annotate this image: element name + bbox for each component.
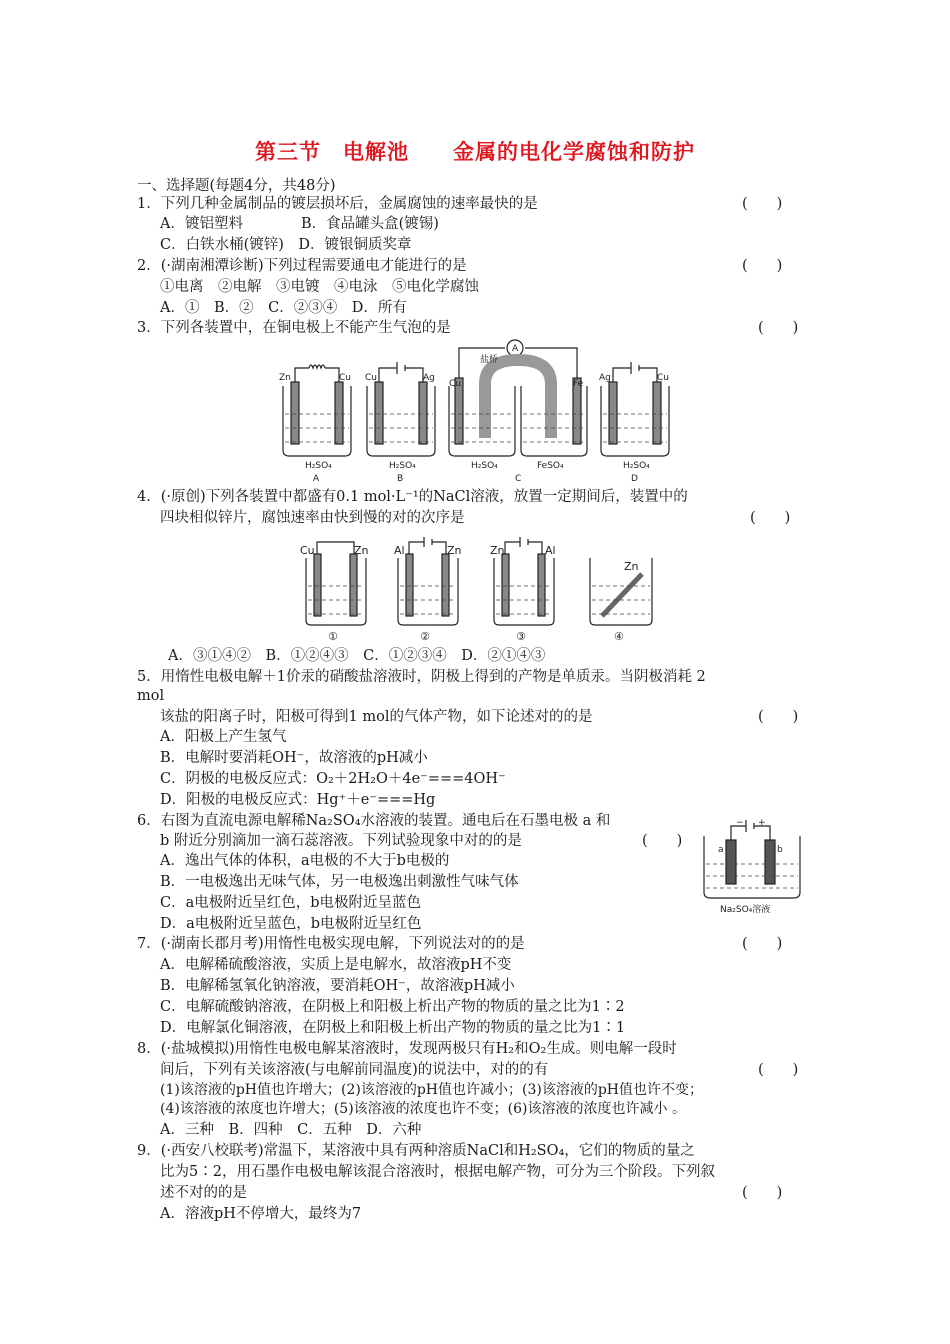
q3-d-right-label: Cu (657, 373, 669, 383)
q2-answer-bracket: ( ) (742, 258, 783, 274)
q5-answer-bracket: ( ) (758, 709, 799, 725)
q8-options: A．三种 B．四种 C．五种 D．六种 (160, 1122, 422, 1138)
q5-option-d: D．阳极的电极反应式：Hg⁺＋e⁻===Hg (160, 792, 436, 808)
q9-option-a: A．溶液pH不停增大，最终为7 (160, 1206, 362, 1222)
q4-answer-bracket: ( ) (750, 510, 791, 526)
q8-answer-bracket: ( ) (758, 1062, 799, 1078)
q5-option-c: C．阴极的电极反应式：O₂＋2H₂O＋4e⁻===4OH⁻ (160, 771, 506, 787)
q3-b-letter: B (397, 474, 404, 484)
section-heading: 一、选择题(每题4分，共48分) (137, 178, 336, 194)
q3-b-right-label: Ag (423, 373, 435, 383)
q7-option-b: B．电解稀氢氧化钠溶液，要消耗OH⁻，故溶液pH减小 (160, 978, 515, 994)
q4-c3-right-label: Al (545, 544, 556, 557)
q9-stem-2: 比为5∶2，用石墨作电极电解该混合溶液时，根据电解产物，可分为三个阶段。下列叙 (160, 1164, 715, 1180)
q4-c2-number: ② (420, 630, 430, 643)
q4-c2-right-label: Zn (447, 544, 462, 557)
q3-b-left-label: Cu (365, 373, 377, 383)
q6-solution-label: Na₂SO₄溶液 (720, 905, 771, 915)
q3-c-right-label: Fe (573, 379, 584, 389)
q3-c-solution-right: FeSO₄ (537, 461, 564, 471)
q6-figure (700, 814, 805, 918)
q6-electrode-a-label: a (718, 845, 724, 855)
page-title: 第三节 电解池 金属的电化学腐蚀和防护 (255, 140, 695, 164)
q6-option-c: C．a电极附近呈红色，b电极附近呈蓝色 (160, 895, 422, 911)
q2-options: A．① B．② C．②③④ D．所有 (160, 300, 407, 316)
q6-option-a: A．逸出气体的体积，a电极的不大于b电极的 (160, 853, 450, 869)
q3-a-solution: H₂SO₄ (305, 461, 332, 471)
q3-figure (275, 338, 675, 488)
q9-answer-bracket: ( ) (742, 1185, 783, 1201)
q8-stem-2: 间后，下列有关该溶液(与电解前同温度)的说法中，对的的有 (160, 1062, 549, 1078)
q8-statements-2: (4)该溶液的浓度也许增大；(5)该溶液的浓度也许不变；(6)该溶液的浓度也许减小 。 (160, 1101, 686, 1117)
q3-c-solution-left: H₂SO₄ (471, 461, 498, 471)
q3-stem: 3．下列各装置中，在铜电极上不能产生气泡的是 (137, 320, 451, 336)
q4-c1-left-label: Cu (300, 544, 315, 557)
q3-d-solution: H₂SO₄ (623, 461, 650, 471)
q5-option-b: B．电解时要消耗OH⁻，故溶液的pH减小 (160, 750, 428, 766)
q6-stem-2: b 附近分别滴加一滴石蕊溶液。下列试验现象中对的的是 (160, 833, 522, 849)
q6-plus-sign: + (758, 818, 766, 828)
q3-a-left-label: Zn (279, 373, 291, 383)
q4-c1-number: ① (328, 630, 338, 643)
q6-option-d: D．a电极附近呈蓝色，b电极附近呈红色 (160, 916, 422, 932)
q1-stem: 1．下列几种金属制品的镀层损坏后，金属腐蚀的速率最快的是 (137, 196, 538, 212)
q3-a-right-label: Cu (339, 373, 351, 383)
q3-d-letter: D (631, 474, 638, 484)
q2-stem: 2．(·湖南湘潭诊断)下列过程需要通电才能进行的是 (137, 258, 467, 274)
q6-electrode-b-label: b (777, 845, 783, 855)
q4-c3-left-label: Zn (490, 544, 505, 557)
q1-options-2: C．白铁水桶(镀锌) D．镀银铜质奖章 (160, 237, 412, 253)
q3-c-bridge-label: 盐桥 (480, 355, 499, 365)
q6-stem-1: 6．右图为直流电源电解稀Na₂SO₄水溶液的装置。通电后在石墨电极 a 和 (137, 813, 611, 829)
q4-c4-number: ④ (614, 630, 624, 643)
q8-stem-1: 8．(·盐城模拟)用惰性电极电解某溶液时，发现两极只有H₂和O₂生成。则电解一段时 (137, 1041, 677, 1057)
q1-options-1: A．镀铝塑料 B．食品罐头盒(镀锡) (160, 216, 439, 232)
q5-stem-2: mol (137, 688, 165, 704)
q6-option-b: B．一电极逸出无味气体，另一电极逸出刺激性气味气体 (160, 874, 519, 890)
q4-options: A．③①④② B．①②④③ C．①②③④ D．②①④③ (168, 648, 546, 664)
q4-c4-metal-label: Zn (624, 560, 639, 573)
q1-answer-bracket: ( ) (742, 196, 783, 212)
q7-answer-bracket: ( ) (742, 936, 783, 952)
q7-option-d: D．电解氯化铜溶液，在阴极上和阳极上析出产物的物质的量之比为1∶1 (160, 1020, 626, 1036)
q5-option-a: A．阳极上产生氢气 (160, 729, 287, 745)
q7-stem: 7．(·湖南长郡月考)用惰性电极实现电解，下列说法对的的是 (137, 936, 525, 952)
q9-stem-1: 9．(·西安八校联考)常温下，某溶液中具有两种溶质NaCl和H₂SO₄，它们的物质的量之 (137, 1143, 695, 1159)
q7-option-a: A．电解稀硫酸溶液，实质上是电解水，故溶液pH不变 (160, 957, 512, 973)
q4-c1-right-label: Zn (354, 544, 369, 557)
q3-c-meter-label: A (512, 344, 519, 354)
q4-stem-2: 四块相似锌片，腐蚀速率由快到慢的对的次序是 (160, 510, 465, 526)
q7-option-c: C．电解硫酸钠溶液，在阴极上和阳极上析出产物的物质的量之比为1∶2 (160, 999, 625, 1015)
q4-c2-left-label: Al (394, 544, 405, 557)
q5-stem-1: 5．用惰性电极电解＋1价汞的硝酸盐溶液时，阴极上得到的产物是单质汞。当阴极消耗 2 (137, 669, 706, 685)
q4-c3-number: ③ (516, 630, 526, 643)
q3-d-left-label: Ag (599, 373, 611, 383)
q3-c-letter: C (515, 474, 522, 484)
q6-answer-bracket: ( ) (642, 833, 683, 849)
q3-a-letter: A (313, 474, 320, 484)
q3-c-left-label: Cu (449, 379, 461, 389)
q3-b-solution: H₂SO₄ (389, 461, 416, 471)
q9-stem-3: 述不对的的是 (160, 1185, 247, 1201)
q4-stem-1: 4．(·原创)下列各装置中都盛有0.1 mol·L⁻¹的NaCl溶液，放置一定期间后，装置中的 (137, 489, 688, 505)
q2-items: ①电离 ②电解 ③电镀 ④电泳 ⑤电化学腐蚀 (160, 279, 479, 295)
q4-figure (298, 530, 658, 645)
q6-minus-sign: − (736, 818, 744, 828)
q3-answer-bracket: ( ) (758, 320, 799, 336)
q5-stem-3: 该盐的阳离子时，阳极可得到1 mol的气体产物，如下论述对的的是 (160, 709, 593, 725)
q8-statements-1: (1)该溶液的pH值也许增大；(2)该溶液的pH值也许减小；(3)该溶液的pH值也许不变； (160, 1082, 704, 1098)
